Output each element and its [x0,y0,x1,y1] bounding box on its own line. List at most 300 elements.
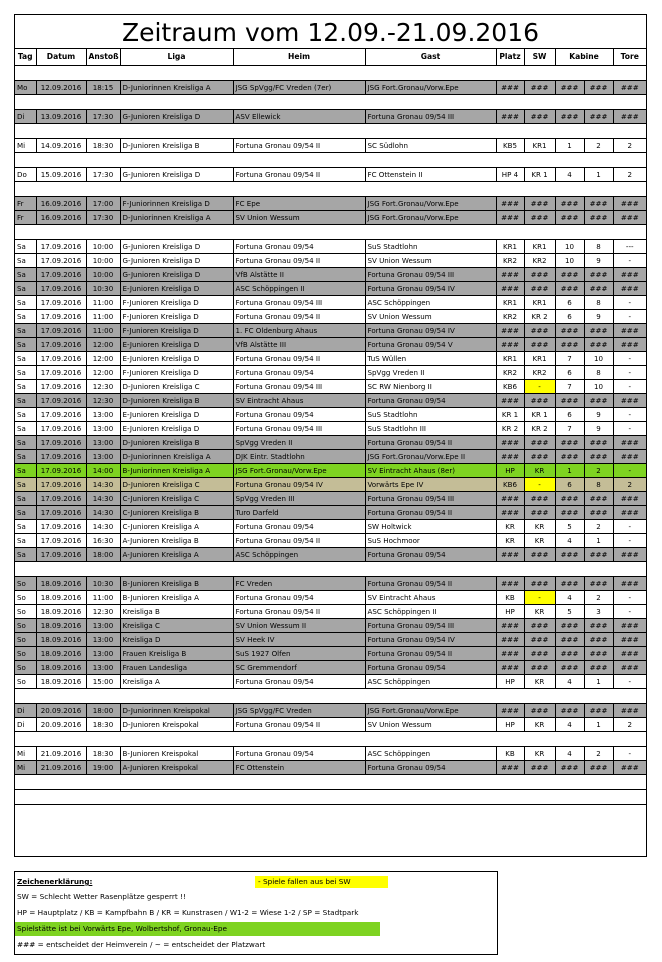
cell-liga: E-Junioren Kreisliga D [120,407,233,421]
cell-platz: HP [496,463,524,477]
cell-heim: FC Ottenstein [233,760,365,774]
cell-tore: 2 [613,477,646,491]
cell-datum: 17.09.2016 [36,421,86,435]
cell-sw: ### [524,505,555,519]
cell-liga: B-Junioren Kreisliga B [120,576,233,590]
spacer-row [15,224,646,239]
cell-sw: ### [524,323,555,337]
cell-platz: ### [496,576,524,590]
cell-liga: Frauen Landesliga [120,660,233,674]
cell-kabine-a: 4 [555,167,584,181]
cell-liga: A-Junioren Kreisliga A [120,547,233,561]
cell-gast: SpVgg Vreden II [365,365,496,379]
cell-tag: Sa [15,463,36,477]
cell-tore: - [613,309,646,323]
cell-platz: HP 4 [496,167,524,181]
cell-heim: Fortuna Gronau 09/54 II [233,309,365,323]
cell-tore: - [613,295,646,309]
cell-tag: Do [15,167,36,181]
cell-platz: ### [496,80,524,94]
cell-heim: Fortuna Gronau 09/54 II [233,167,365,181]
cell-tore: ### [613,210,646,224]
cell-gast: JSG Fort.Gronau/Vorw.Epe [365,210,496,224]
cell-kabine-a: ### [555,491,584,505]
cell-kabine-a: 4 [555,674,584,688]
cell-heim: Fortuna Gronau 09/54 II [233,717,365,731]
table-row [15,253,646,267]
cell-liga: F-Junioren Kreisliga D [120,365,233,379]
cell-kabine-b: 8 [584,477,613,491]
cell-sw: ### [524,210,555,224]
cell-heim: SC Gremmendorf [233,660,365,674]
cell-platz: ### [496,505,524,519]
cell-tag: Sa [15,421,36,435]
cell-sw: KR [524,604,555,618]
cell-platz: ### [496,435,524,449]
cell-liga: F-Junioren Kreisliga D [120,295,233,309]
cell-datum: 18.09.2016 [36,618,86,632]
header-row [15,49,646,65]
table-row [15,393,646,407]
cell-tore: - [613,421,646,435]
cell-kabine-a: ### [555,703,584,717]
cell-sw: ### [524,547,555,561]
cell-datum: 17.09.2016 [36,295,86,309]
cell-tore: - [613,533,646,547]
cell-kabine-b: ### [584,660,613,674]
cell-platz: KR1 [496,351,524,365]
cell-tore: - [613,351,646,365]
cell-anstoss: 17:30 [86,167,120,181]
cell-tore: ### [613,505,646,519]
cell-tore: - [613,253,646,267]
cell-sw: ### [524,660,555,674]
cell-datum: 17.09.2016 [36,435,86,449]
cell-kabine-a: ### [555,80,584,94]
cell-datum: 17.09.2016 [36,323,86,337]
cell-tore: 2 [613,167,646,181]
cell-datum: 17.09.2016 [36,519,86,533]
cell-kabine-a: ### [555,449,584,463]
cell-datum: 18.09.2016 [36,646,86,660]
cell-anstoss: 10:00 [86,253,120,267]
cell-kabine-a: ### [555,547,584,561]
cell-sw: ### [524,646,555,660]
cell-heim: SuS 1927 Olfen [233,646,365,660]
spacer-cell [15,123,646,138]
cell-liga: A-Junioren Kreisliga B [120,533,233,547]
cell-heim: SV Union Wessum [233,210,365,224]
cell-kabine-b: ### [584,760,613,774]
legend-green-note: Spielstätte ist bei Vorwärts Epe, Wolbertshof, Gronau-Epe [15,922,380,936]
cell-heim: Fortuna Gronau 09/54 [233,239,365,253]
cell-liga: E-Junioren Kreisliga D [120,281,233,295]
cell-datum: 12.09.2016 [36,80,86,94]
col-header-tag: Tag [15,49,36,65]
table-row [15,717,646,731]
spacer-row [15,774,646,789]
cell-kabine-b: ### [584,703,613,717]
cell-anstoss: 12:30 [86,379,120,393]
cell-gast: ASC Schöppingen [365,295,496,309]
cell-platz: KR1 [496,295,524,309]
cell-gast: Vorwärts Epe IV [365,477,496,491]
cell-tag: Mi [15,138,36,152]
cell-datum: 18.09.2016 [36,576,86,590]
table-row [15,365,646,379]
cell-kabine-a: 6 [555,309,584,323]
cell-kabine-a: 6 [555,407,584,421]
cell-liga: D-Juniorinnen Kreisliga A [120,449,233,463]
cell-tag: Sa [15,505,36,519]
cell-datum: 17.09.2016 [36,253,86,267]
cell-sw: ### [524,491,555,505]
cell-datum: 17.09.2016 [36,239,86,253]
cell-tore: - [613,674,646,688]
cell-tore: ### [613,449,646,463]
cell-kabine-b: ### [584,393,613,407]
cell-anstoss: 17:00 [86,196,120,210]
cell-tore: ### [613,281,646,295]
cell-tag: Sa [15,379,36,393]
cell-platz: KR [496,519,524,533]
cell-liga: D-Juniorinnen Kreisliga A [120,210,233,224]
cell-gast: ASC Schöppingen [365,746,496,760]
cell-kabine-b: ### [584,449,613,463]
cell-kabine-b: ### [584,281,613,295]
cell-sw: KR2 [524,365,555,379]
cell-heim: Fortuna Gronau 09/54 [233,590,365,604]
cell-tag: So [15,660,36,674]
cell-tag: Di [15,717,36,731]
cell-sw: - [524,477,555,491]
cell-anstoss: 16:30 [86,533,120,547]
cell-anstoss: 13:00 [86,618,120,632]
cell-kabine-a: ### [555,505,584,519]
cell-kabine-a: 5 [555,519,584,533]
cell-gast: Fortuna Gronau 09/54 IV [365,323,496,337]
cell-tag: Sa [15,491,36,505]
cell-anstoss: 13:00 [86,660,120,674]
cell-anstoss: 14:30 [86,477,120,491]
col-header-tore: Tore [613,49,646,65]
cell-anstoss: 13:00 [86,449,120,463]
table-row [15,618,646,632]
cell-sw: KR1 [524,295,555,309]
cell-kabine-b: ### [584,323,613,337]
cell-anstoss: 13:00 [86,646,120,660]
cell-heim: SV Union Wessum II [233,618,365,632]
cell-tore: ### [613,646,646,660]
cell-platz: KB6 [496,477,524,491]
spacer-cell [15,561,646,576]
cell-datum: 17.09.2016 [36,407,86,421]
cell-platz: ### [496,449,524,463]
col-header-kabine: Kabine [555,49,613,65]
cell-platz: ### [496,196,524,210]
cell-anstoss: 12:30 [86,393,120,407]
cell-heim: SpVgg Vreden II [233,435,365,449]
table-row [15,533,646,547]
cell-gast: SuS Stadtlohn III [365,421,496,435]
cell-tore: ### [613,491,646,505]
cell-kabine-b: 10 [584,379,613,393]
cell-anstoss: 13:00 [86,435,120,449]
cell-kabine-a: ### [555,267,584,281]
cell-sw: KR 1 [524,167,555,181]
cell-kabine-b: 3 [584,604,613,618]
cell-heim: Fortuna Gronau 09/54 III [233,421,365,435]
table-row [15,379,646,393]
cell-tag: Di [15,703,36,717]
cell-platz: ### [496,660,524,674]
cell-datum: 18.09.2016 [36,590,86,604]
cell-heim: Fortuna Gronau 09/54 IV [233,477,365,491]
cell-tag: Sa [15,365,36,379]
cell-liga: F-Junioren Kreisliga D [120,323,233,337]
cell-anstoss: 18:00 [86,703,120,717]
cell-datum: 20.09.2016 [36,703,86,717]
table-row [15,604,646,618]
cell-datum: 17.09.2016 [36,533,86,547]
legend-sw-note: SW = Schlecht Wetter Rasenplätze gesperrt !! [17,892,186,901]
cell-tore: ### [613,80,646,94]
cell-heim: Fortuna Gronau 09/54 [233,746,365,760]
cell-kabine-a: ### [555,435,584,449]
cell-liga: C-Junioren Kreisliga C [120,491,233,505]
cell-anstoss: 18:30 [86,746,120,760]
cell-platz: KR 1 [496,407,524,421]
cell-heim: FC Vreden [233,576,365,590]
cell-sw: ### [524,618,555,632]
cell-gast: FC Ottenstein II [365,167,496,181]
cell-platz: KB [496,590,524,604]
table-row [15,337,646,351]
cell-kabine-b: 2 [584,138,613,152]
cell-kabine-b: 8 [584,365,613,379]
col-header-sw: SW [524,49,555,65]
cell-platz: ### [496,109,524,123]
cell-tore: ### [613,703,646,717]
cell-kabine-b: ### [584,632,613,646]
cell-datum: 17.09.2016 [36,505,86,519]
cell-heim: Fortuna Gronau 09/54 III [233,295,365,309]
table-row [15,138,646,152]
cell-kabine-a: ### [555,646,584,660]
cell-platz: ### [496,323,524,337]
cell-gast: ASC Schöppingen II [365,604,496,618]
cell-kabine-b: 1 [584,533,613,547]
cell-sw: ### [524,703,555,717]
cell-platz: ### [496,210,524,224]
legend-places-note: HP = Hauptplatz / KB = Kampfbahn B / KR = Kunstrasen / W1-2 = Wiese 1-2 / SP = Stadtpark [17,908,359,917]
cell-platz: ### [496,337,524,351]
table-row [15,463,646,477]
cell-anstoss: 11:00 [86,323,120,337]
cell-tag: So [15,646,36,660]
cell-anstoss: 11:00 [86,295,120,309]
cell-platz: ### [496,703,524,717]
cell-anstoss: 10:00 [86,239,120,253]
cell-tore: - [613,379,646,393]
spacer-row [15,123,646,138]
cell-gast: Fortuna Gronau 09/54 II [365,646,496,660]
legend-title: Zeichenerklärung: [17,877,93,886]
cell-sw: ### [524,449,555,463]
cell-datum: 21.09.2016 [36,746,86,760]
cell-sw: KR [524,463,555,477]
cell-heim: ASC Schöppingen II [233,281,365,295]
cell-datum: 17.09.2016 [36,281,86,295]
cell-kabine-b: ### [584,646,613,660]
cell-datum: 17.09.2016 [36,365,86,379]
table-row [15,167,646,181]
cell-kabine-b: ### [584,618,613,632]
cell-kabine-b: 1 [584,674,613,688]
cell-platz: HP [496,674,524,688]
cell-datum: 13.09.2016 [36,109,86,123]
cell-tag: Sa [15,267,36,281]
col-header-heim: Heim [233,49,365,65]
cell-gast: Fortuna Gronau 09/54 [365,660,496,674]
cell-kabine-b: 2 [584,519,613,533]
cell-kabine-b: 9 [584,407,613,421]
cell-heim: Fortuna Gronau 09/54 II [233,138,365,152]
cell-sw: KR [524,519,555,533]
cell-gast: JSG Fort.Gronau/Vorw.Epe [365,703,496,717]
cell-anstoss: 14:30 [86,505,120,519]
spacer-cell [15,774,646,789]
cell-heim: JSG SpVgg/FC Vreden [233,703,365,717]
table-row [15,547,646,561]
cell-tag: Sa [15,449,36,463]
cell-datum: 17.09.2016 [36,309,86,323]
cell-tore: - [613,519,646,533]
cell-sw: ### [524,196,555,210]
cell-tag: Sa [15,533,36,547]
cell-kabine-a: 10 [555,239,584,253]
cell-liga: E-Junioren Kreisliga D [120,337,233,351]
cell-datum: 18.09.2016 [36,674,86,688]
cell-sw: KR1 [524,138,555,152]
cell-tag: Fr [15,196,36,210]
cell-kabine-b: ### [584,547,613,561]
spacer-cell [15,224,646,239]
cell-datum: 20.09.2016 [36,717,86,731]
spacer-cell [15,688,646,703]
cell-tag: Sa [15,435,36,449]
cell-heim: Fortuna Gronau 09/54 II [233,604,365,618]
cell-anstoss: 18:30 [86,138,120,152]
table-row [15,351,646,365]
cell-tag: So [15,632,36,646]
cell-liga: C-Junioren Kreisliga B [120,505,233,519]
cell-heim: Fortuna Gronau 09/54 [233,365,365,379]
col-header-datum: Datum [36,49,86,65]
cell-platz: KB6 [496,379,524,393]
cell-kabine-a: ### [555,760,584,774]
cell-platz: ### [496,646,524,660]
cell-liga: B-Junioren Kreispokal [120,746,233,760]
cell-platz: KR2 [496,309,524,323]
cell-kabine-a: ### [555,196,584,210]
cell-gast: JSG Fort.Gronau/Vorw.Epe [365,196,496,210]
spacer-cell [15,181,646,196]
cell-liga: G-Junioren Kreisliga D [120,109,233,123]
spacer-cell [15,731,646,746]
spacer-row [15,152,646,167]
page-title: Zeitraum vom 12.09.-21.09.2016 [15,15,646,49]
spacer-cell [15,789,646,804]
cell-kabine-b: ### [584,210,613,224]
cell-gast: JSG Fort.Gronau/Vorw.Epe [365,80,496,94]
col-header-liga: Liga [120,49,233,65]
cell-datum: 16.09.2016 [36,210,86,224]
cell-datum: 17.09.2016 [36,547,86,561]
cell-platz: ### [496,281,524,295]
cell-liga: D-Junioren Kreisliga B [120,435,233,449]
cell-sw: ### [524,435,555,449]
cell-tag: Sa [15,337,36,351]
cell-liga: Frauen Kreisliga B [120,646,233,660]
cell-datum: 17.09.2016 [36,351,86,365]
cell-anstoss: 18:30 [86,717,120,731]
cell-gast: SV Eintracht Ahaus (8er) [365,463,496,477]
cell-platz: ### [496,632,524,646]
cell-kabine-a: 6 [555,365,584,379]
cell-heim: 1. FC Oldenburg Ahaus [233,323,365,337]
cell-gast: SV Union Wessum [365,253,496,267]
cell-anstoss: 10:30 [86,281,120,295]
cell-gast: SW Holtwick [365,519,496,533]
cell-platz: ### [496,267,524,281]
cell-platz: KB [496,746,524,760]
cell-heim: ASV Ellewick [233,109,365,123]
cell-gast: SC Südlohn [365,138,496,152]
cell-tore: - [613,463,646,477]
cell-tore: ### [613,393,646,407]
cell-tore: ### [613,660,646,674]
table-row [15,435,646,449]
cell-tag: So [15,576,36,590]
cell-tag: Mi [15,760,36,774]
cell-platz: ### [496,491,524,505]
cell-datum: 16.09.2016 [36,196,86,210]
cell-gast: SC RW Nienborg II [365,379,496,393]
cell-sw: ### [524,337,555,351]
cell-tore: ### [613,196,646,210]
table-row [15,660,646,674]
cell-sw: KR1 [524,351,555,365]
cell-tore: --- [613,239,646,253]
cell-tag: Mo [15,80,36,94]
cell-gast: Fortuna Gronau 09/54 V [365,337,496,351]
spacer-row [15,94,646,109]
cell-sw: - [524,379,555,393]
cell-tag: Sa [15,239,36,253]
spacer-row [15,731,646,746]
cell-liga: D-Juniorinnen Kreisliga A [120,80,233,94]
cell-platz: ### [496,760,524,774]
cell-liga: F-Junioren Kreisliga D [120,309,233,323]
cell-anstoss: 11:00 [86,309,120,323]
cell-liga: Kreisliga D [120,632,233,646]
cell-platz: KR [496,533,524,547]
cell-anstoss: 11:00 [86,590,120,604]
table-row [15,109,646,123]
cell-gast: SV Union Wessum [365,717,496,731]
cell-platz: KR2 [496,365,524,379]
